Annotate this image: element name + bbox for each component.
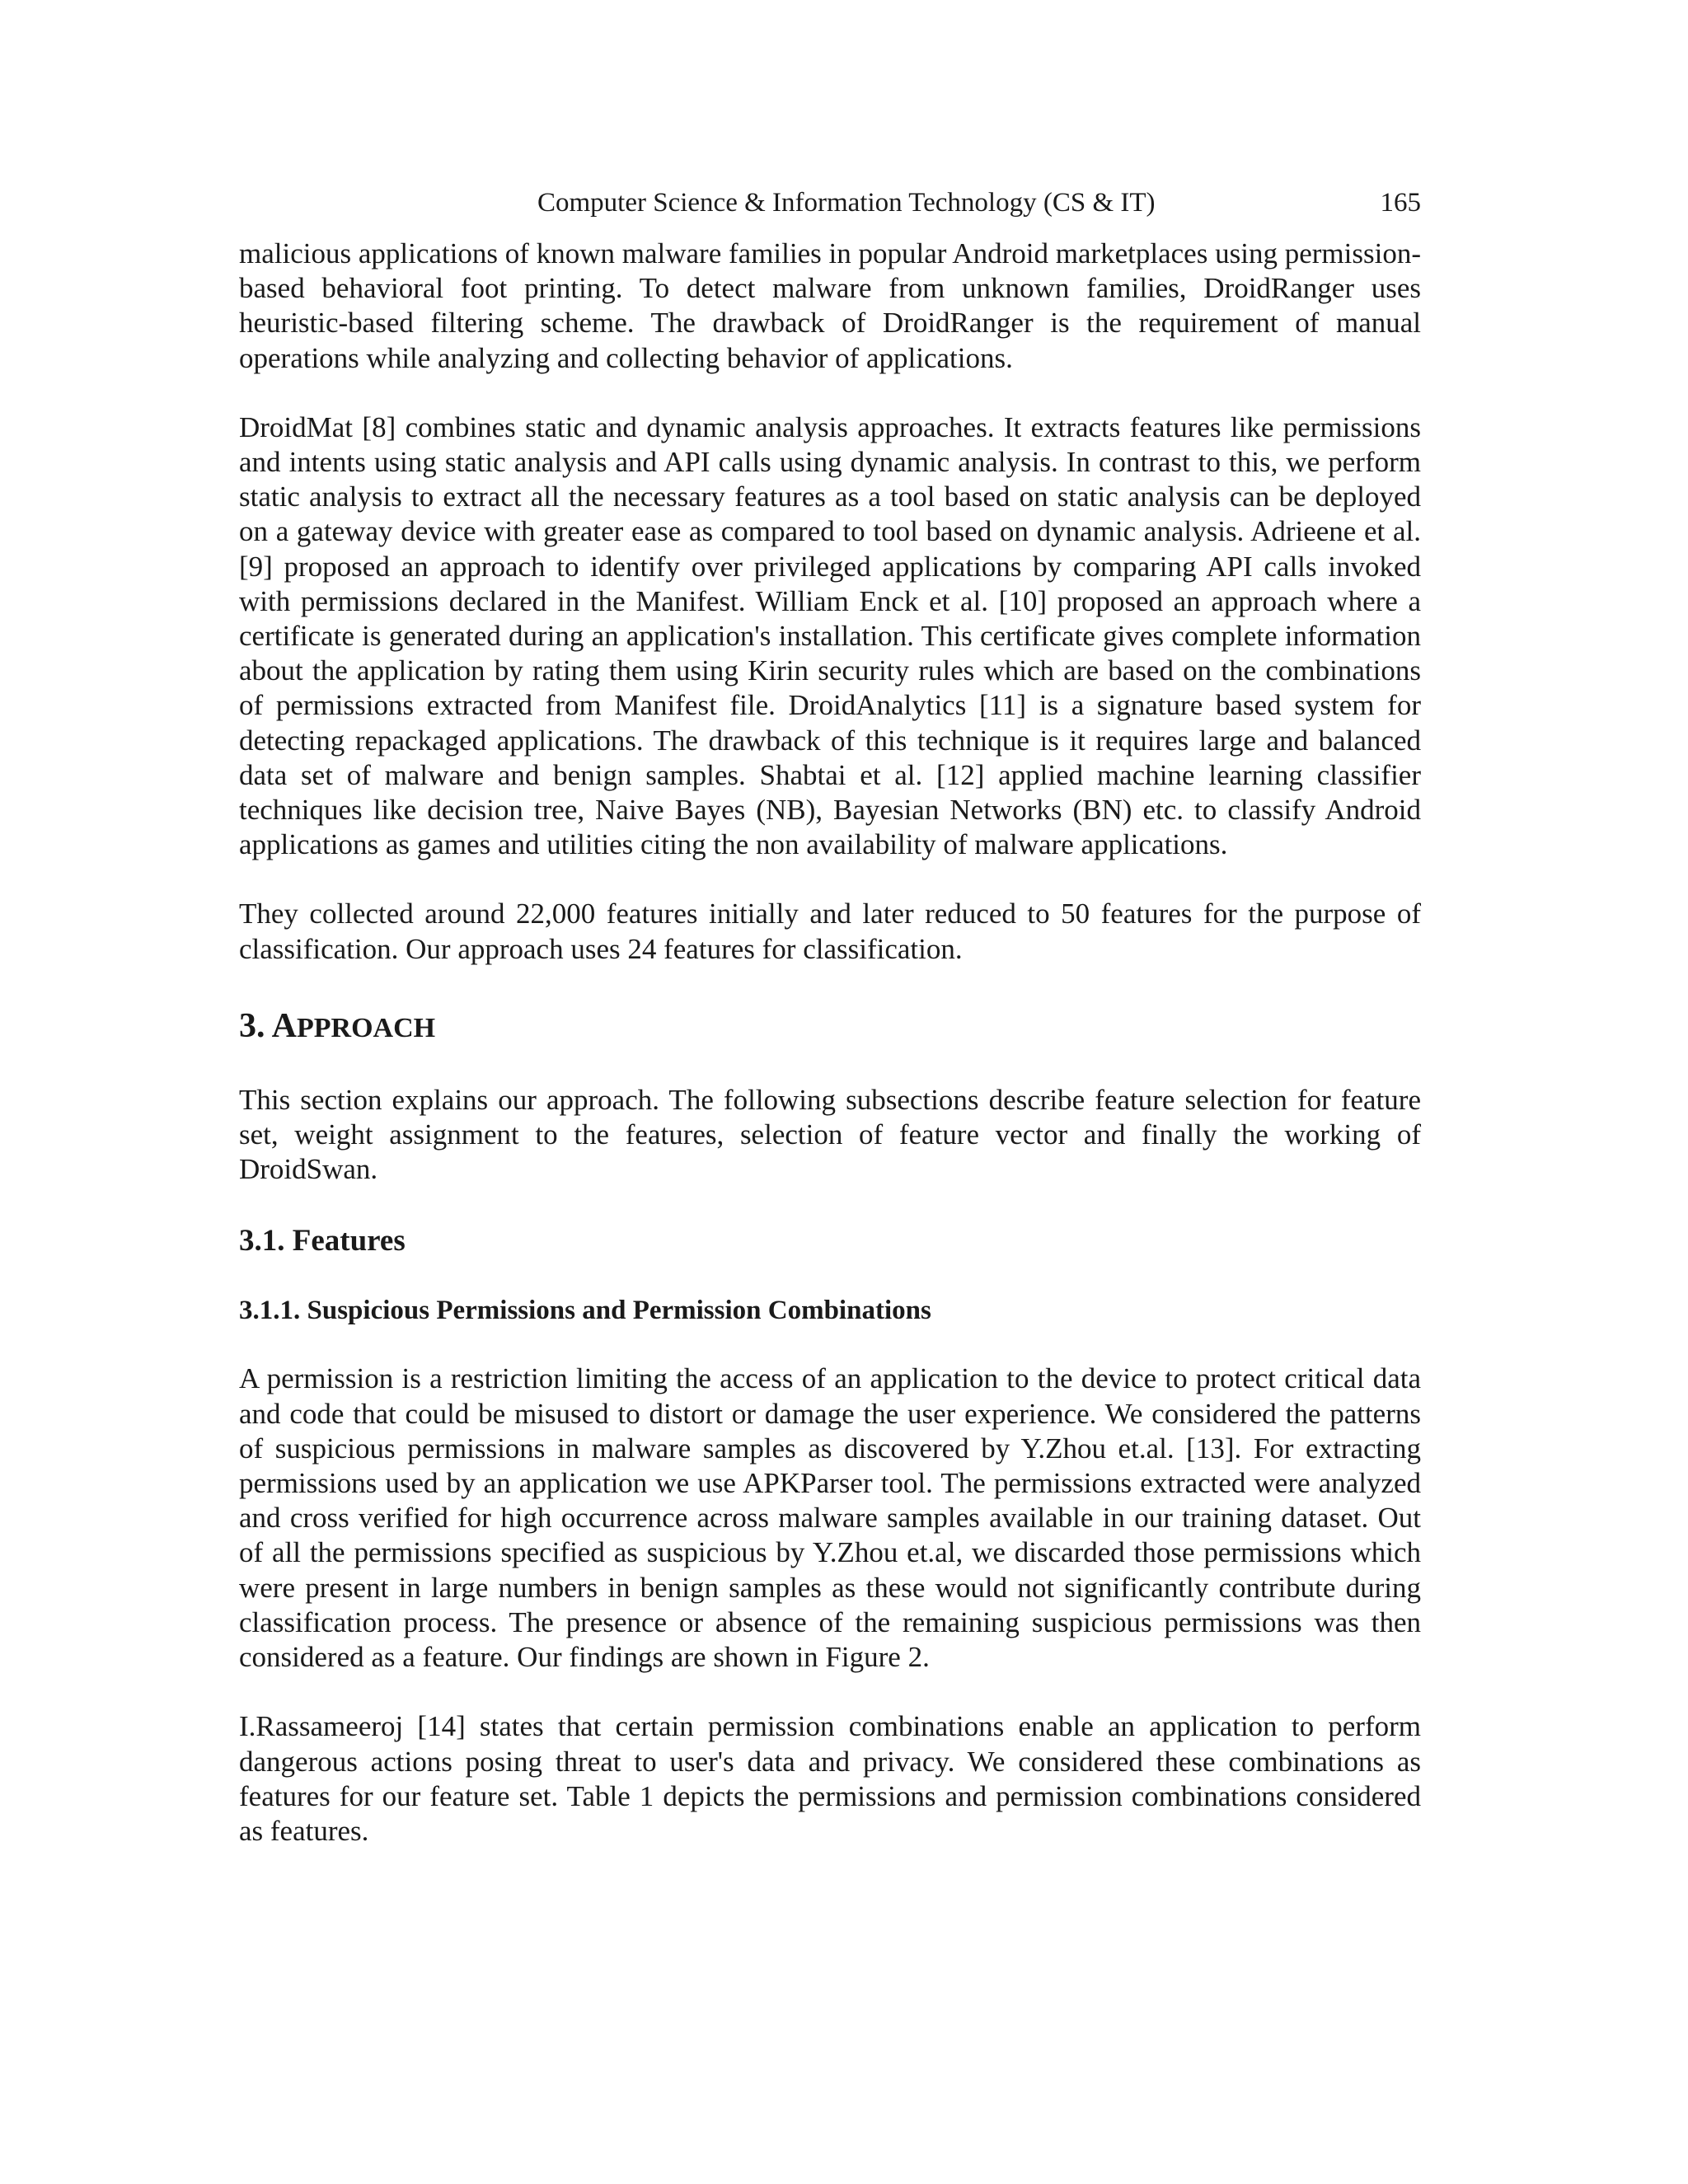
section-heading-approach [239,1005,1421,1050]
body-paragraph-1: malicious applications of known malware families in popular Android marketplaces using permission-based behavioral foot printing. To detect malware from unknown families, DroidRanger uses heuristic-based filtering scheme. The drawback of DroidRanger is the requirement of manual operations while analyzing and collecting behavior of applications. [239,237,1421,374]
subsection-heading-features: 3.1. Features [239,1224,406,1258]
page-number: 165 [1380,188,1421,218]
section-heading-number: 3. A [239,1006,298,1045]
body-paragraph-3: They collected around 22,000 features initially and later reduced to 50 features for the purpose of classification. Our approach uses 24 features for classification. [239,898,1421,965]
body-paragraph-5: A permission is a restriction limiting the access of an application to the device to protect critical data and code that could be misused to distort or damage the user experience. We considered the patterns of suspicious permissions in malware samples as discovered by Y.Zhou et.al. [13]. For extracting permissions used by an application we use APKParser tool. The permissions extracted were analyzed and cross verified for high occurrence across malware samples available in our training dataset. Out of all the permissions specified as suspicious by Y.Zhou et.al, we discarded those permissions which were present in large numbers in benign samples as these would not significantly contribute during classification process. The presence or absence of the remaining suspicious permissions was then considered as a feature. Our findings are shown in Figure 2. [239,1362,1421,1674]
body-paragraph-2: DroidMat [8] combines static and dynamic analysis approaches. It extracts features like permissions and intents using static analysis and API calls using dynamic analysis. In contrast to this, we perform static analysis to extract all the necessary features as a tool based on static analysis can be deployed on a gateway device with greater ease as compared to tool based on dynamic analysis. Adrieene et al. [9] proposed an approach to identify over privileged applications by comparing API calls invoked with permissions declared in the Manifest. William Enck et al. [10] proposed an approach where a certificate is generated during an application's installation. This certificate gives complete information about the application by rating them using Kirin security rules which are based on the combinations of permissions extracted from Manifest file. DroidAnalytics [11] is a signature based system for detecting repackaged applications. The drawback of this technique is it requires large and balanced data set of malware and benign samples. Shabtai et al. [12] applied machine learning classifier techniques like decision tree, Naive Bayes (NB), Bayesian Networks (BN) etc. to classify Android applications as games and utilities citing the non availability of malware applications. [239,410,1421,861]
section-heading-title: PPROACH [297,1012,436,1043]
running-header [537,185,1421,221]
body-paragraph-6: I.Rassameeroj [14] states that certain permission combinations enable an application to perform dangerous actions posing threat to user's data and privacy. We considered these combinations as features for our feature set. Table 1 depicts the permissions and permission combinations considered as features. [239,1710,1421,1847]
journal-title: Computer Science & Information Technology (CS & IT) [537,188,1156,218]
subsubsection-heading-permissions: 3.1.1. Suspicious Permissions and Permission Combinations [239,1296,931,1326]
body-paragraph-4: This section explains our approach. The following subsections describe feature selection for feature set, weight assignment to the features, selection of feature vector and finally the working of DroidSwan. [239,1083,1421,1186]
main-content [239,237,1421,1849]
